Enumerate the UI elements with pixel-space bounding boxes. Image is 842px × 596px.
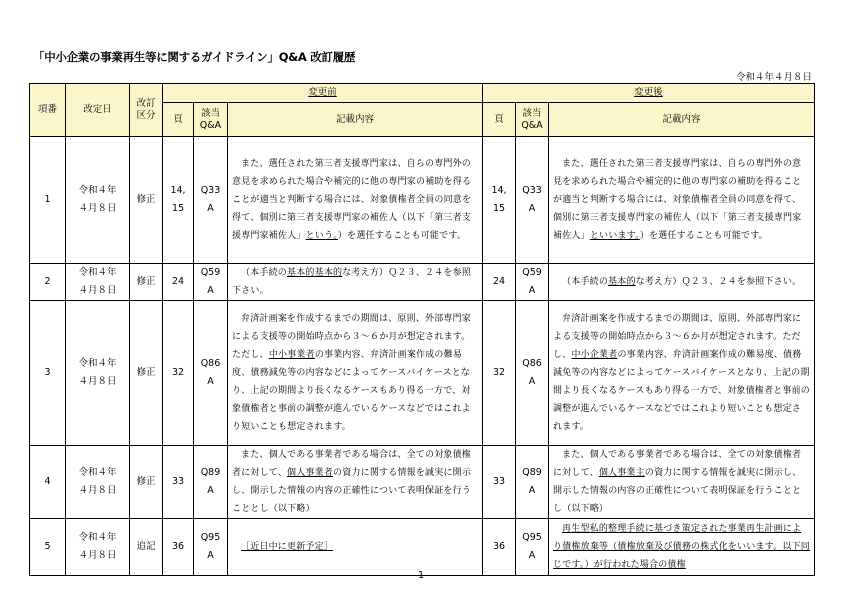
cell-after-qa: Q86 A [516,301,549,446]
cell-after-page: 36 [483,519,516,576]
text-segment: ［近日中に更新予定］ [241,542,334,552]
cell-after-qa: Q89 A [516,446,549,519]
cell-revision-date: 令和４年 ４月８日 [66,519,130,576]
header-before-page: 頁 [163,103,194,137]
text-segment: な考え方）Ｑ２３、２４を参照下さい。 [635,277,802,287]
cell-before-content-text [232,310,478,436]
cell-after-content [549,446,815,519]
cell-revision-type: 修正 [130,301,163,446]
cell-after-content-text [553,446,810,518]
cell-before-content-text [232,538,478,556]
text-segment: 基本的基本的 [287,268,343,278]
cell-before-content-text [232,446,478,518]
text-segment: 個人事業者 [287,468,334,478]
cell-revision-date: 令和４年 ４月８日 [66,301,130,446]
cell-after-content [549,137,815,264]
cell-before-content [228,264,483,301]
cell-before-page: 36 [163,519,194,576]
cell-item-no: 3 [30,301,66,446]
text-segment: また、選任された第三者支援専門家は、自らの専門外の意見を求められた場合や補完的に他の専門家の補助を得ることが適当と判断する場合には、対象債権者全員の同意を得て、個別に第三者支援専門家の補佐人（以下「第三者支援専門家補佐人」 [553,159,802,241]
header-item-no: 項番 [30,84,66,137]
text-segment: の事業内容、弁済計画案作成の難易度、債務減免等の内容などによってケースバイケースとなり、上記の期間より長くなるケースもあり得る一方で、対象債権者と事前の調整が進んでいるケースなどではこれより短いことも想定されます。 [232,350,471,432]
text-segment: の資力に関する情報を誠実に開示し、開示した情報の内容の正確性について表明保証を行うこととし（以下略） [553,468,802,514]
cell-before-page: 24 [163,264,194,301]
cell-after-content [549,264,815,301]
header-before-content: 記載内容 [228,103,483,137]
cell-item-no: 1 [30,137,66,264]
text-segment: 再生型私的整理手続に基づき策定された事業再生計画により債権放棄等（債権放棄及び債務の株式化をいいます。以下同じです。）が行われた場合の債権 [553,524,810,570]
table-row [30,301,815,446]
cell-item-no: 2 [30,264,66,301]
cell-after-content-text [553,273,810,291]
table-row [30,137,815,264]
header-after-qa: 該当 Q&A [516,103,549,137]
cell-revision-type: 追記 [130,519,163,576]
cell-revision-type: 修正 [130,264,163,301]
table-row [30,446,815,519]
cell-after-page: 33 [483,446,516,519]
cell-after-qa: Q59 A [516,264,549,301]
cell-revision-date: 令和４年 ４月８日 [66,446,130,519]
header-revision-date: 改定日 [66,84,130,137]
revision-rows [30,137,815,576]
cell-revision-date: 令和４年 ４月８日 [66,264,130,301]
cell-revision-type: 修正 [130,137,163,264]
text-segment: といいます。 [589,231,640,241]
cell-revision-type: 修正 [130,446,163,519]
cell-item-no: 5 [30,519,66,576]
header-after [483,84,815,103]
text-segment: また、選任された第三者支援専門家は、自らの専門外の意見を求められた場合や補完的に他の専門家の補助を得ることが適当と判断する場合には、対象債権者全員の同意を得て、個別に第三者支援専門家の補佐人（以下「第三者支援専門家補佐人」 [232,159,472,241]
cell-after-content-text [553,310,810,436]
header-after-content: 記載内容 [549,103,815,137]
cell-before-content [228,519,483,576]
text-segment: という。 [305,231,338,241]
cell-after-page: 24 [483,264,516,301]
cell-before-qa: Q86 A [194,301,228,446]
cell-before-content [228,137,483,264]
text-segment: の資力に関する情報を誠実に開示し、開示した情報の内容の正確性について表明保証を行うこととし（以下略） [232,468,472,514]
text-segment: （本手続の [562,277,609,287]
cell-item-no: 4 [30,446,66,519]
header-before-label: 変更前 [308,87,337,98]
header-before [163,84,483,103]
cell-before-qa: Q59 A [194,264,228,301]
table-row [30,264,815,301]
text-segment: 個人事業主 [598,468,645,478]
cell-after-content [549,301,815,446]
cell-after-content-text [553,520,810,574]
header-revision-type: 改訂 区分 [130,84,163,137]
document-date: 令和４年４月８日 [735,72,812,83]
text-segment: の事業内容、弁済計画案作成の難易度、債務減免等の内容などによってケースバイケースとなり、上記の期間より長くなるケースもあり得る一方で、対象債権者と事前の調整が進んでいるケースなどではこれより短いことも想定されます。 [553,350,811,432]
cell-after-content-text [553,155,810,245]
text-segment: 中小企業者 [571,350,618,360]
revision-history-table [29,83,815,576]
cell-after-content [549,519,815,576]
cell-before-page: 14, 15 [163,137,194,264]
text-segment: 中小事業者 [268,350,315,360]
header-after-label: 変更後 [634,87,663,98]
cell-after-page: 32 [483,301,516,446]
document-title: 「中小企業の事業再生等に関するガイドライン」Q&A 改訂履歴 [33,50,356,64]
cell-before-content [228,446,483,519]
text-segment: また、個人である事業者である場合は、全ての対象債権者に対して、 [232,450,472,478]
cell-before-qa: Q95 A [194,519,228,576]
cell-after-qa: Q95 A [516,519,549,576]
cell-after-qa: Q33 A [516,137,549,264]
table-row [30,519,815,576]
cell-before-qa: Q33 A [194,137,228,264]
page-number: 1 [417,570,425,581]
text-segment: な考え方）Ｑ２３、２４を参照下さい。 [232,268,472,296]
text-segment: （本手続の [241,268,288,278]
text-segment: 弁済計画案を作成するまでの期間は、原則、外部専門家による支援等の開始時点から３～６か月が想定されます。ただし、 [232,314,472,360]
header-before-qa: 該当 Q&A [194,103,228,137]
cell-before-content-text [232,264,478,300]
cell-revision-date: 令和４年 ４月８日 [66,137,130,264]
text-segment: また、個人である事業者である場合は、全ての対象債権者に対して、 [553,450,802,478]
text-segment: ）を選任することも可能です。 [337,231,467,241]
cell-before-content [228,301,483,446]
text-segment: 弁済計画案を作成するまでの期間は、原則、外部専門家による支援等の開始時点から３～６か月が想定されます。ただし、 [553,314,802,360]
cell-after-page: 14, 15 [483,137,516,264]
text-segment: ）を選任することも可能です。 [639,231,768,241]
cell-before-content-text [232,155,478,245]
cell-before-page: 32 [163,301,194,446]
cell-before-qa: Q89 A [194,446,228,519]
cell-before-page: 33 [163,446,194,519]
header-after-page: 頁 [483,103,516,137]
text-segment: 基本的 [608,277,636,287]
